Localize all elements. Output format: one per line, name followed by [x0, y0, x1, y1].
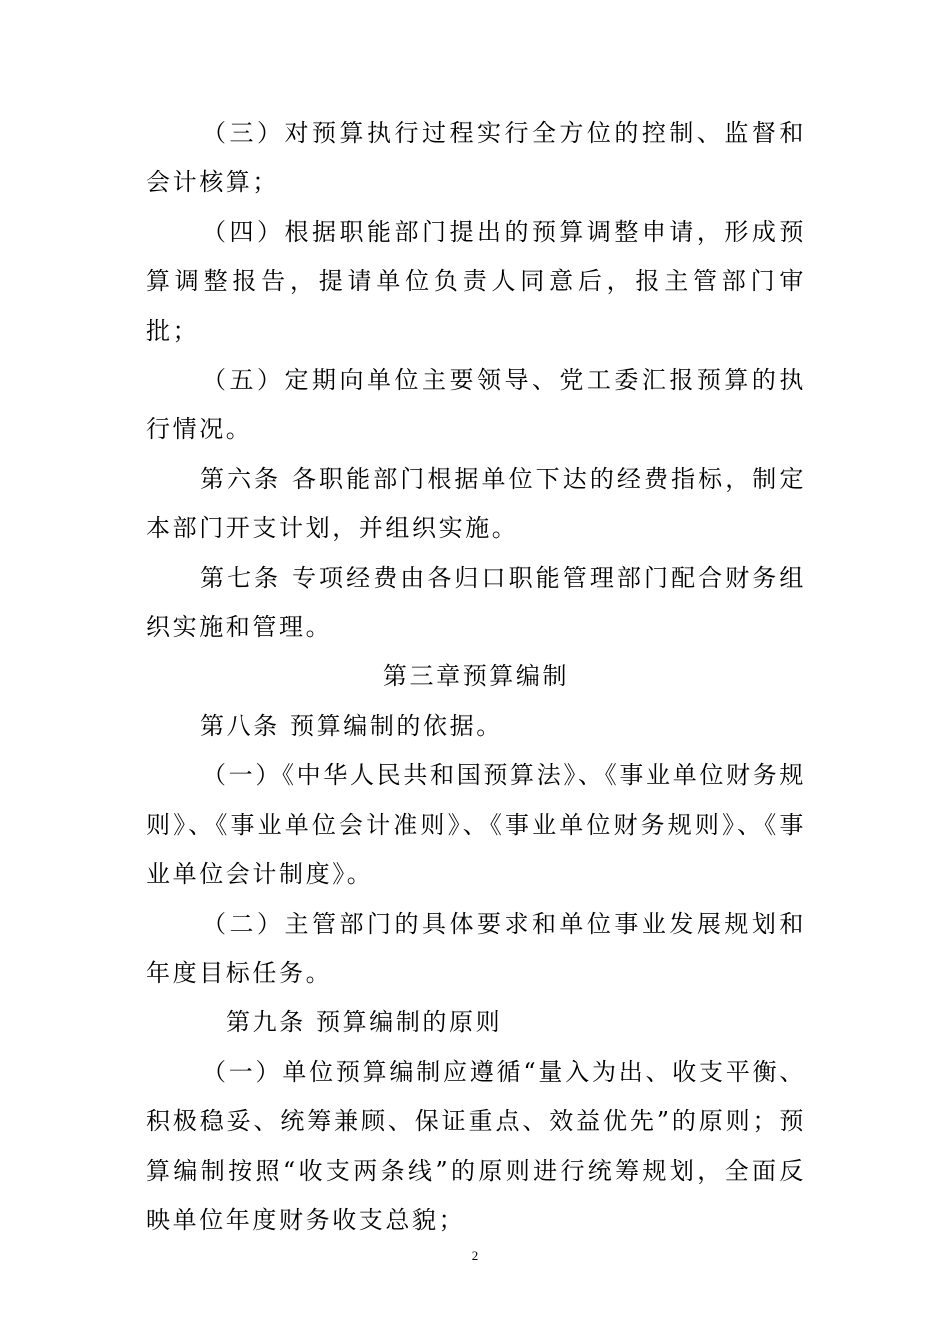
paragraph-item-3: （三）对预算执行过程实行全方位的控制、监督和会计核算； [146, 119, 806, 197]
chapter-heading: 第三章预算编制 [382, 662, 570, 691]
document-body [146, 109, 806, 1245]
page-number: 2 [471, 1248, 479, 1263]
article-7: 第七条 专项经费由各归口职能管理部门配合财务组织实施和管理。 [146, 563, 806, 642]
paragraph-item-5: （五）定期向单位主要领导、党工委汇报预算的执行情况。 [146, 366, 806, 444]
article-8-item-2: （二）主管部门的具体要求和单位事业发展规划和年度目标任务。 [146, 909, 806, 987]
article-8-item-1: （一）《中华人民共和国预算法》、《事业单位财务规则》、《事业单位会计准则》、《事业单位财务规则》、《事业单位会计制度》。 [146, 761, 806, 889]
paragraph-item-4: （四）根据职能部门提出的预算调整申请，形成预算调整报告，提请单位负责人同意后，报主管部门审批； [146, 217, 806, 345]
article-9: 第九条 预算编制的原则 [226, 1008, 503, 1037]
article-9-item-1: （一）单位预算编制应遵循“量入为出、收支平衡、积极稳妥、统筹兼顾、保证重点、效益优先”的原则；预算编制按照“收支两条线”的原则进行统筹规划，全面反映单位年度财务收支总貌； [146, 1057, 806, 1234]
article-8: 第八条 预算编制的依据。 [200, 711, 503, 740]
article-6: 第六条 各职能部门根据单位下达的经费指标，制定本部门开支计划，并组织实施。 [146, 464, 806, 543]
